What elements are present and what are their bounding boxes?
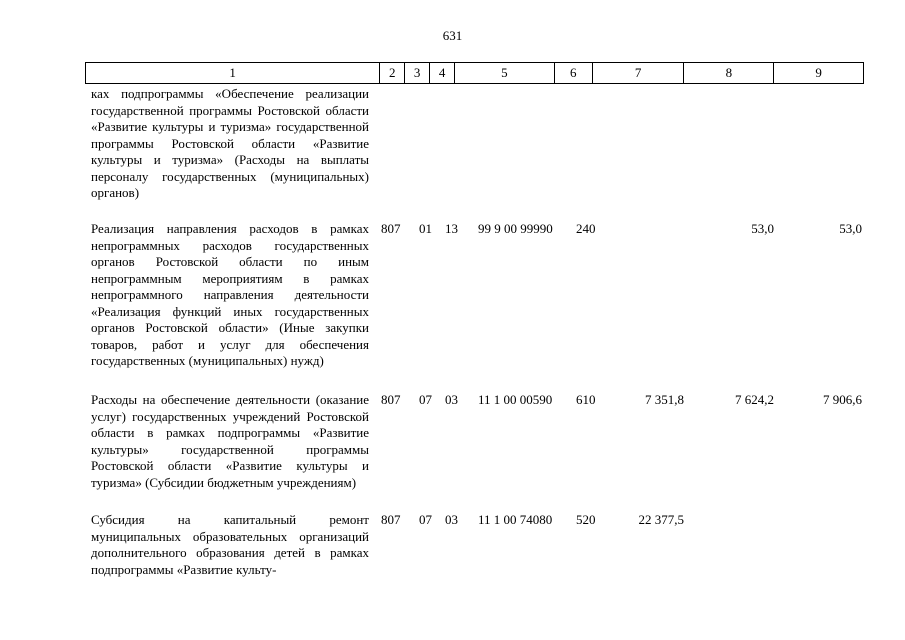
row-code-department: 807 <box>381 392 401 407</box>
row-value-col7: 7 351,8 <box>645 392 684 407</box>
row-code-target: 11 1 00 74080 <box>478 512 553 527</box>
row-code-department: 807 <box>381 512 401 527</box>
row-code-subsection: 13 <box>445 221 458 236</box>
row-code-department: 807 <box>381 221 401 236</box>
row-value-col8: 7 624,2 <box>735 392 774 407</box>
row-code-section: 07 <box>419 512 432 527</box>
page-number: 631 <box>442 28 463 43</box>
row-description: Реализация направления расходов в рамках непрограммных расходов государственных органов Ростовской области по иным непрограммным мероприятиям в рамках непрограммного направления деятельности «Реализация функций иных государственных органов Ростовской области» (Иные закупки товаров, работ и услуг для обеспечения государственных (муниципальных) нужд) <box>91 221 369 368</box>
row-description: ках подпрограммы «Обеспечение реализации государственной программы Ростовской области «Развитие культуры и туризма» государственной программы Ростовской области «Развитие культуры и туризма» (Расходы на выплаты персоналу государственных (муниципальных) органов) <box>91 86 369 200</box>
row-code-expense-type: 520 <box>576 512 596 527</box>
header-col-6: 6 <box>555 63 593 83</box>
row-code-subsection: 03 <box>445 392 458 407</box>
row-value-col8: 53,0 <box>751 221 774 236</box>
header-col-1: 1 <box>86 63 380 83</box>
row-code-section: 01 <box>419 221 432 236</box>
header-col-7: 7 <box>593 63 685 83</box>
header-col-4: 4 <box>430 63 455 83</box>
row-code-subsection: 03 <box>445 512 458 527</box>
row-code-expense-type: 610 <box>576 392 596 407</box>
row-description: Субсидия на капитальный ремонт муниципальных образовательных организаций дополнительного образования детей в рамках подпрограммы «Развитие культу- <box>91 512 369 577</box>
row-value-col9: 53,0 <box>839 221 862 236</box>
row-code-target: 99 9 00 99990 <box>478 221 553 236</box>
header-col-9: 9 <box>815 65 822 80</box>
table-header <box>85 62 864 84</box>
row-code-section: 07 <box>419 392 432 407</box>
row-code-target: 11 1 00 00590 <box>478 392 553 407</box>
row-description: Расходы на обеспечение деятельности (оказание услуг) государственных учреждений Ростовской области в рамках подпрограммы «Развитие культуры» государственной программы Ростовской области «Развитие культуры и туризма» (Субсидии бюджетным учреждениям) <box>91 392 369 490</box>
header-col-2: 2 <box>380 63 405 83</box>
row-value-col7: 22 377,5 <box>638 512 684 527</box>
row-value-col9: 7 906,6 <box>823 392 862 407</box>
header-col-5: 5 <box>455 63 555 83</box>
header-col-8: 8 <box>684 63 774 83</box>
row-code-expense-type: 240 <box>576 221 596 236</box>
header-col-3: 3 <box>405 63 430 83</box>
